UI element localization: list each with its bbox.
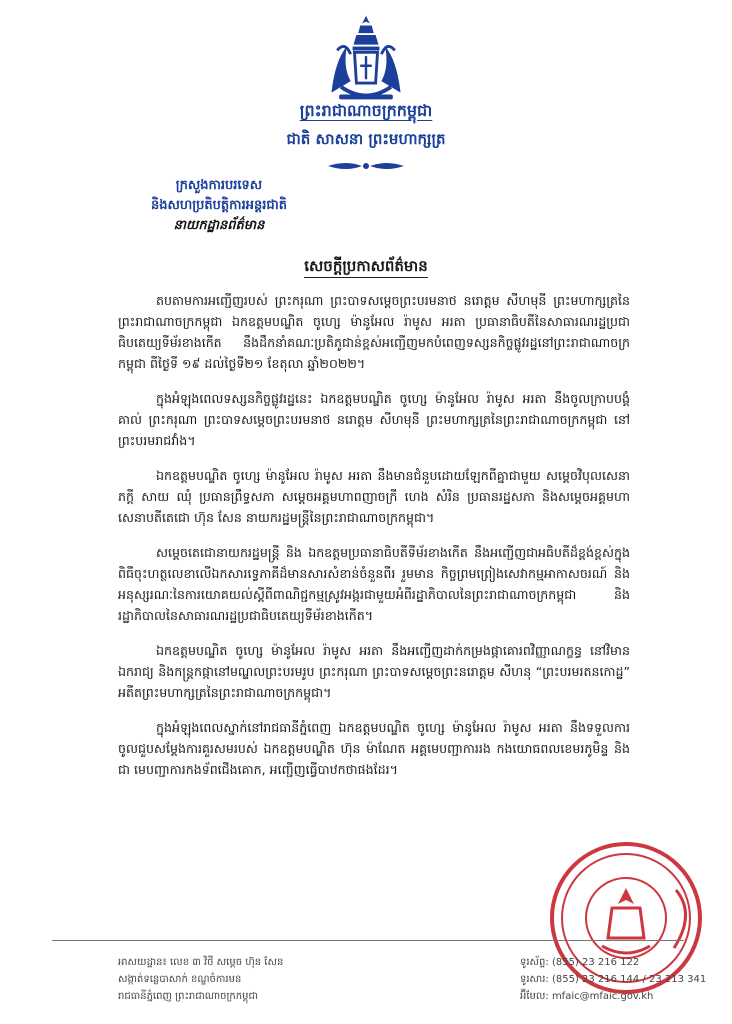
document-title-text: សេចក្តីប្រកាសព័ត៌មាន xyxy=(304,257,428,278)
address-line: អាសយដ្ឋាន៖ លេខ ៣ វិថី សម្តេច ហ៊ុន សែន xyxy=(118,957,284,968)
fax-number: ទូរសារ: (855) 23 216 144 / 23 213 341 xyxy=(520,974,707,985)
footer-address xyxy=(118,954,438,1005)
ministry-name-line2: និងសហប្រតិបត្តិការអន្តរជាតិ xyxy=(151,198,287,213)
body-paragraph: តបតាមការអញ្ជើញរបស់ ព្រះករុណា ព្រះបាទសម្តេចព្រះបរមនាថ នរោត្តម សីហមុនី ព្រះមហាក្សត្រនៃព្រះរាជាណាចក្រកម្ពុជា ឯកឧត្តមបណ្ឌិត ចូហ្សេ ម៉ានូអែល រ៉ាមូស អរតា ប្រធានាធិបតីនៃសាធារណរដ្ឋប្រជាធិបតេយ្យទីម័រខាងកើត នឹងដឹកនាំគណៈប្រតិភូជាន់ខ្ពស់អញ្ជើញមកបំពេញទស្សនកិច្ចផ្លូវរដ្ឋនៅព្រះរាជាណាចក្រកម្ពុជា ពីថ្ងៃទី ១៩ ដល់ថ្ងៃទី២១ ខែតុលា ឆ្នាំ២០២២។ xyxy=(118,293,630,371)
phone-number: ទូរស័ព្ទ: (855) 23 216 122 xyxy=(520,957,640,968)
footer-contact xyxy=(520,954,720,1005)
kingdom-name: ព្រះរាជាណាចក្រកម្ពុជា xyxy=(299,101,433,120)
royal-coat-of-arms-logo xyxy=(318,12,414,108)
department-name: នាយកដ្ឋានព័ត៌មាន xyxy=(173,218,265,233)
body-paragraph: ក្នុងអំឡុងពេលស្នាក់នៅរាជធានីភ្នំពេញ ឯកឧត្តមបណ្ឌិត ចូហ្សេ ម៉ានូអែល រ៉ាមូស អរតា នឹងទទួលការចូលជួបសម្តែងការគួរសមរបស់ ឯកឧត្តមបណ្ឌិត ហ៊ុន ម៉ាណែត អគ្គមេបញ្ជាការរង កងយោធពលខេមរភូមិន្ទ និងជា មេបញ្ជាការកងទ័ពជើងគោក, អញ្ជើញធ្វើបាឋកថាផងដែរ។ xyxy=(118,720,630,777)
ministry-block xyxy=(104,176,334,236)
kingdom-header xyxy=(260,100,472,150)
press-release-body xyxy=(118,290,630,794)
body-paragraph: ឯកឧត្តមបណ្ឌិត ចូហ្សេ ម៉ានូអែល រ៉ាមូស អរតា នឹងមានជំនួបដោយឡែកពីគ្នាជាមួយ សម្តេចវិបុលសេនាភក្តី សាយ ឈុំ ប្រធានព្រឹទ្ធសភា សម្តេចអគ្គមហាពញាចក្រី ហេង សំរិន ប្រធានរដ្ឋសភា និងសម្តេចអគ្គមហាសេនាបតីតេជោ ហ៊ុន សែន នាយករដ្ឋមន្ត្រីនៃព្រះរាជាណាចក្រកម្ពុជា។ xyxy=(118,468,630,525)
ornament-divider-icon xyxy=(326,160,406,172)
ministry-name-line1: ក្រសួងការបរទេស xyxy=(175,178,263,193)
body-paragraph: សម្តេចតេជោនាយករដ្ឋមន្ត្រី និង ឯកឧត្តមប្រធានាធិបតីទីម័រខាងកើត នឹងអញ្ជើញជាអធិបតីដ៏ខ្ពង់ខ្ពស់ក្នុងពិធីចុះហត្ថលេខាលើឯកសារទ្វេភាគីដ៏មានសារសំខាន់ចំនួនពីរ រួមមាន កិច្ចព្រមព្រៀងសេវាកម្មអាកាសចរណ៍ និងអនុស្សរណៈនៃការយោគយល់ស្តីពីពាណិជ្ជកម្មស្រូវអង្ករជាមួយអំពីរដ្ឋាភិបាលនៃព្រះរាជាណាចក្រកម្ពុជា និងរដ្ឋាភិបាលនៃសាធារណរដ្ឋប្រជាធិបតេយ្យទីម័រខាងកើត។ xyxy=(118,545,630,623)
email-address[interactable]: អ៊ីមែល: mfaic@mfaic.gov.kh xyxy=(520,991,654,1002)
footer-divider xyxy=(52,940,684,941)
address-line: រាជធានីភ្នំពេញ ព្រះរាជាណាចក្រកម្ពុជា xyxy=(118,991,258,1002)
body-paragraph: ក្នុងអំឡុងពេលទស្សនកិច្ចផ្លូវរដ្ឋនេះ ឯកឧត្តមបណ្ឌិត ចូហ្សេ ម៉ានូអែល រ៉ាមូស អរតា នឹងចូលក្រាបបង្គំគាល់ ព្រះករុណា ព្រះបាទសម្តេចព្រះបរមនាថ នរោត្តម សីហមុនី ព្រះមហាក្សត្រនៃព្រះរាជាណាចក្រកម្ពុជា នៅព្រះបរមរាជវាំង។ xyxy=(118,391,630,448)
document-title xyxy=(230,255,502,277)
body-paragraph: ឯកឧត្តមបណ្ឌិត ចូហ្សេ ម៉ានូអែល រ៉ាមូស អរតា នឹងអញ្ជើញដាក់កម្រងផ្កាគោរពវិញ្ញាណក្ខន្ធ នៅវិមានឯករាជ្យ និងកន្ត្រកផ្កានៅមណ្ឌលព្រះបរមរូប ព្រះករុណា ព្រះបាទសម្តេចព្រះនរោត្តម សីហនុ “ព្រះបរមរតនកោដ្ឋ” អតីតព្រះមហាក្សត្រនៃព្រះរាជាណាចក្រកម្ពុជា។ xyxy=(118,643,630,700)
address-line: សង្កាត់ទន្លេបាសាក់ ខណ្ឌចំការមន xyxy=(118,974,242,985)
national-motto: ជាតិ សាសនា ព្រះមហាក្សត្រ xyxy=(286,130,446,148)
